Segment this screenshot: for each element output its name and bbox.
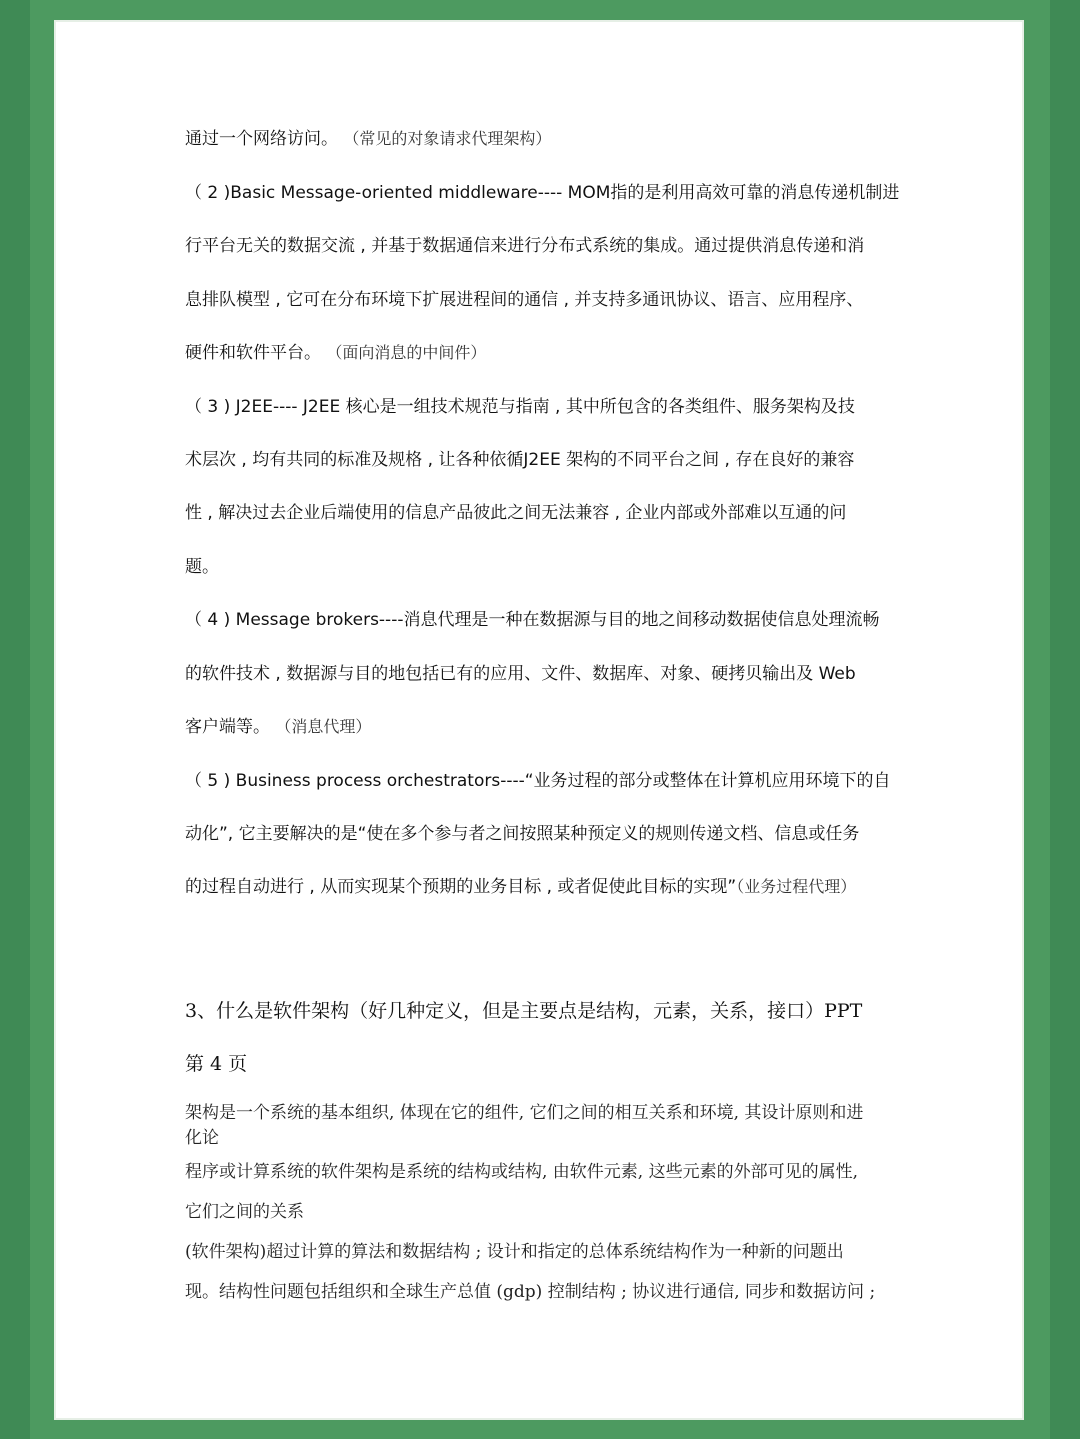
line-note: （消息代理） bbox=[275, 717, 372, 736]
item3-line-1: （ 3 ) J2EE---- J2EE 核心是一组技术规范与指南 , 其中所包含的各类组件、服务架构及技 bbox=[185, 397, 855, 417]
item4-line-2: 的软件技术 , 数据源与目的地包括已有的应用、文件、数据库、对象、硬拷贝输出及 Web bbox=[185, 664, 856, 684]
definition-line-4: 它们之间的关系 bbox=[185, 1202, 304, 1222]
paragraph-line bbox=[185, 124, 551, 149]
item3-line-3: 性 , 解决过去企业后端使用的信息产品彼此之间无法兼容 , 企业内部或外部难以互通的问 bbox=[185, 503, 847, 523]
item2-line-4 bbox=[185, 338, 486, 363]
item2-line-2: 行平台无关的数据交流 , 并基于数据通信来进行分布式系统的集成。通过提供消息传递和消 bbox=[185, 236, 865, 256]
line-text: 的过程自动进行 , 从而实现某个预期的业务目标 , 或者促使此目标的实现” bbox=[185, 877, 737, 897]
definition-line-1: 架构是一个系统的基本组织, 体现在它的组件, 它们之间的相互关系和环境, 其设计原则和进 bbox=[185, 1103, 864, 1123]
definition-line-5: (软件架构)超过计算的算法和数据结构 ; 设计和指定的总体系统结构作为一种新的问题出 bbox=[185, 1242, 844, 1262]
item4-line-1: （ 4 ) Message brokers----消息代理是一种在数据源与目的地之间移动数据使信息处理流畅 bbox=[185, 610, 880, 630]
item5-line-3 bbox=[185, 872, 856, 897]
line-text: 客户端等。 bbox=[185, 717, 270, 737]
definition-line-2: 化论 bbox=[185, 1128, 219, 1148]
item2-line-1: （ 2 )Basic Message-oriented middleware---- MOM指的是利用高效可靠的消息传递机制进 bbox=[185, 183, 900, 203]
line-text: 通过一个网络访问。 bbox=[185, 129, 338, 149]
section-heading: 3、什么是软件架构（好几种定义，但是主要点是结构，元素，关系，接口）PPT bbox=[185, 1000, 863, 1022]
line-note: （常见的对象请求代理架构） bbox=[343, 129, 552, 148]
item3-line-4: 题。 bbox=[185, 557, 219, 577]
line-note: （业务过程代理） bbox=[736, 877, 857, 896]
definition-line-6: 现。结构性问题包括组织和全球生产总值 (gdp) 控制结构 ; 协议进行通信, 同步和数据访问 ; bbox=[185, 1282, 876, 1302]
line-note: （面向消息的中间件） bbox=[326, 343, 487, 362]
page-reference: 第 4 页 bbox=[185, 1053, 248, 1075]
item5-line-2: 动化”, 它主要解决的是“使在多个参与者之间按照某种预定义的规则传递文档、信息或任务 bbox=[185, 824, 860, 844]
item5-line-1: （ 5 ) Business process orchestrators----“业务过程的部分或整体在计算机应用环境下的自 bbox=[185, 771, 891, 791]
item4-line-3 bbox=[185, 712, 371, 737]
item2-line-3: 息排队模型 , 它可在分布环境下扩展进程间的通信 , 并支持多通讯协议、语言、应用程序、 bbox=[185, 290, 864, 310]
definition-line-3: 程序或计算系统的软件架构是系统的结构或结构, 由软件元素, 这些元素的外部可见的属性, bbox=[185, 1162, 859, 1182]
item3-line-2: 术层次 , 均有共同的标准及规格 , 让各种依循J2EE 架构的不同平台之间 , 存在良好的兼容 bbox=[185, 450, 855, 470]
line-text: 硬件和软件平台。 bbox=[185, 343, 321, 363]
